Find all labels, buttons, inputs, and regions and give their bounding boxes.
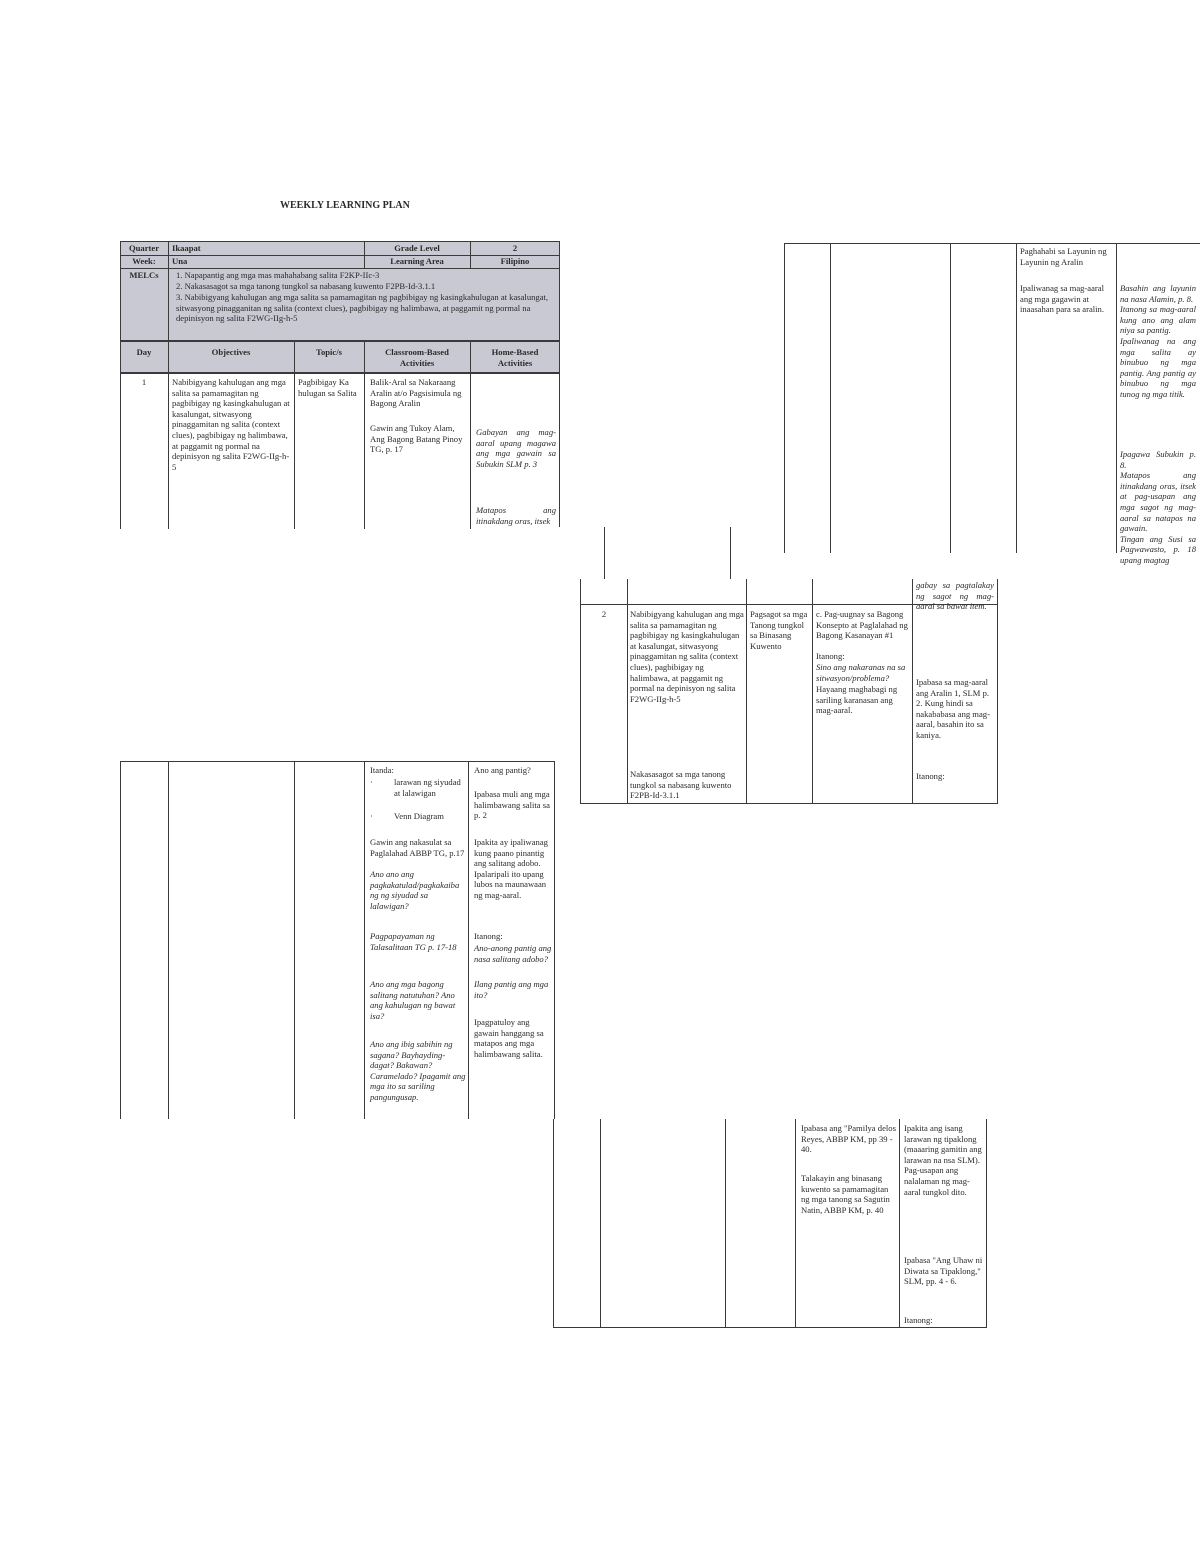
home-question: Ano-anong pantig ang nasa salitang adobo? <box>474 943 552 964</box>
classroom-text: Ipaliwanag sa mag-aaral ang mga gagawin at inaasahan para sa aralin. <box>1020 283 1104 315</box>
classroom-question: Ano ang mga bagong salitang natutuhan? Ano ang kahulugan ng bawat isa? <box>370 979 456 1021</box>
home-text: Itanong: <box>474 931 503 941</box>
week-label: Week: <box>132 256 156 266</box>
plan-table-part-1 <box>120 241 560 529</box>
home-text: Basahin ang layunin na nasa Alamin, p. 8. Itanong sa mag-aaral kung ano ang alam niya sa pantig. Ipaliwanag na ang mga salita ay binubuo ng mga pantig. Ang pantig ay binubuo ng mga tunog ng mga titik. <box>1120 283 1196 399</box>
home-text: Matapos ang itinakdang oras, itsek <box>476 505 556 526</box>
plan-table-fragment <box>556 527 758 579</box>
quarter-value: Ikaapat <box>172 243 201 253</box>
grade-label: Grade Level <box>394 243 440 253</box>
home-text: Ipabasa sa mag-aaral ang Aralin 1, SLM p. 2. Kung hindi sa nakababasa ang mag-aaral, basahin ito sa kaniya. <box>916 677 990 740</box>
classroom-question: Sino ang nakaranas na sa sitwasyon/problema? <box>816 662 906 683</box>
melc-item: 3. Nabibigyang kahulugan ang mga salita sa pamamagitan ng pagbibigay ng kasingkahulugan at kasalungat, sitwasyong pinagganitan ng salita (context clues), pagbibigay ng halimbawa, at paggamit ng pormal na depinisyon ng salita F2WG-IIg-h-5 <box>176 292 549 324</box>
home-question: Ilang pantig ang mga ito? <box>474 979 549 1000</box>
home-text: Ipabasa "Ang Uhaw ni Diwata sa Tipaklong," SLM, pp. 4 - 6. <box>904 1255 983 1287</box>
col-classroom: Classroom-Based Activities <box>385 347 449 368</box>
home-text: Ano ang pantig? <box>474 765 531 775</box>
home-text: Ipakita ay ipaliwanag kung paano pinantig ang salitang adobo. Ipalaripali ito upang lubos na maunawaan ng mag-aaral. <box>474 837 548 900</box>
classroom-text: Paghahabi sa Layunin ng Layunin ng Aralin <box>1020 246 1107 267</box>
home-text: Itanong: <box>904 1315 933 1325</box>
home-text: Ipagpatuloy ang gawain hanggang sa matapos ang mga halimbawang salita. <box>474 1017 544 1059</box>
area-label: Learning Area <box>390 256 444 266</box>
classroom-text: Itanong: <box>816 651 845 661</box>
home-text: Ipakita ang isang larawan ng tipaklong (maaaring gamitin ang larawan na nsa SLM). Pag-usapan ang nalalaman ng mag-aaral tungkol dito. <box>904 1123 982 1197</box>
classroom-text: Itanda: <box>370 765 394 775</box>
bullet-marker: · <box>370 777 373 787</box>
melcs-label: MELCs <box>129 270 159 280</box>
home-text: Ipabasa muli ang mga halimbawang salita sa p. 2 <box>474 789 550 821</box>
classroom-text: Gawin ang nakasulat sa Paglalahad ABBP TG, p.17 <box>370 837 465 858</box>
melc-item: 1. Napapantig ang mga mas mahahabang salita F2KP-IIc-3 <box>176 270 380 280</box>
home-text: Gabayan ang mag-aaral upang magawa ang mga gawain sa Subukin SLM p. 3 <box>476 427 556 469</box>
topic-text: Pagbibigay Ka hulugan sa Salita <box>298 377 357 398</box>
classroom-text: Pagpapayaman ng Talasalitaan TG p. 17-18 <box>370 931 457 952</box>
objectives-text: Nakasasagot sa mga tanong tungkol sa nabasang kuwento F2PB-Id-3.1.1 <box>630 769 732 801</box>
plan-table-part-2 <box>784 243 1200 565</box>
col-day: Day <box>136 347 152 357</box>
home-text: Ipagawa Subukin p. 8. Matapos ang itinakdang oras, itsek at pag-usapan ang mga sagot ng mag-aaral sa natapos na gawain. Tingan ang Susi sa Pagwawasto, p. 18 upang magtag <box>1120 449 1196 565</box>
classroom-question: Ano ano ang pagkakatulad/pagkakaiba ng ng siyudad sa lalawigan? <box>370 869 460 911</box>
classroom-text: Balik-Aral sa Nakaraang Aralin at/o Pagsisimula ng Bagong Aralin <box>370 377 462 409</box>
area-value: Filipino <box>500 256 530 266</box>
home-text: Itanong: <box>916 771 945 781</box>
melc-item: 2. Nakasasagot sa mga tanong tungkol sa nabasang kuwento F2PB-Id-3.1.1 <box>176 281 436 291</box>
bullet-item: larawan ng siyudad at lalawigan <box>394 777 461 798</box>
col-topics: Topic/s <box>316 347 342 357</box>
bullet-marker: · <box>370 811 373 821</box>
classroom-text: Ipabasa ang "Pamilya delos Reyes, ABBP KM, pp 39 - 40. <box>801 1123 896 1155</box>
day-number: 2 <box>601 609 607 619</box>
classroom-text: c. Pag-uugnay sa Bagong Konsepto at Paglalahad ng Bagong Kasanayan #1 <box>816 609 908 641</box>
week-value: Una <box>172 256 188 266</box>
objectives-text: Nabibigyang kahulugan ang mga salita sa pamamagitan ng pagbibigay ng kasingkahulugan at kasalungat, sitwasyong pinaggamitan ng salita (context clues), pagbibigay ng halimbawa, at paggamit ng pormal na depinisyon ng salita F2WG-IIg-h-5 <box>172 377 290 472</box>
grade-value: 2 <box>512 243 518 253</box>
col-objectives: Objectives <box>211 347 251 357</box>
classroom-question: Ano ang ibig sabihin ng sagana? Bayhayding-dagat? Bakawan? Caramelado? Ipagamit ang mga ito sa sariling pangungusap. <box>370 1039 466 1102</box>
page-title: WEEKLY LEARNING PLAN <box>280 200 410 211</box>
day-number: 1 <box>141 377 147 387</box>
quarter-label: Quarter <box>128 243 160 253</box>
home-text: gabay sa pagtalakay ng sagot ng mag-aaral sa bawat item. <box>916 580 994 612</box>
plan-table-part-5 <box>553 1119 987 1328</box>
classroom-text: Hayaang maghabagi ng sariling karanasan ang mag-aaral. <box>816 684 898 716</box>
objectives-text: Nabibigyang kahulugan ang mga salita sa pamamagitan ng pagbibigay ng kasingkahulugan at kasalungat, sitwasyong pinaggamitan ng salita (context clues), pagbibigay ng halimbawa, at paggamit ng pormal na depinisyon ng salita F2WG-IIg-h-5 <box>630 609 744 704</box>
plan-table-part-3 <box>580 579 998 804</box>
col-home: Home-Based Activities <box>491 347 539 368</box>
classroom-text: Talakayin ang binasang kuwento sa pamamagitan ng mga tanong sa Sagutin Natin, ABBP KM, p. 40 <box>801 1173 890 1215</box>
bullet-item: Venn Diagram <box>394 811 444 821</box>
plan-table-part-4 <box>120 761 555 1119</box>
classroom-text: Gawin ang Tukoy Alam, Ang Bagong Batang Pinoy TG, p. 17 <box>370 423 463 455</box>
topic-text: Pagsagot sa mga Tanong tungkol sa Binasang Kuwento <box>750 609 808 651</box>
